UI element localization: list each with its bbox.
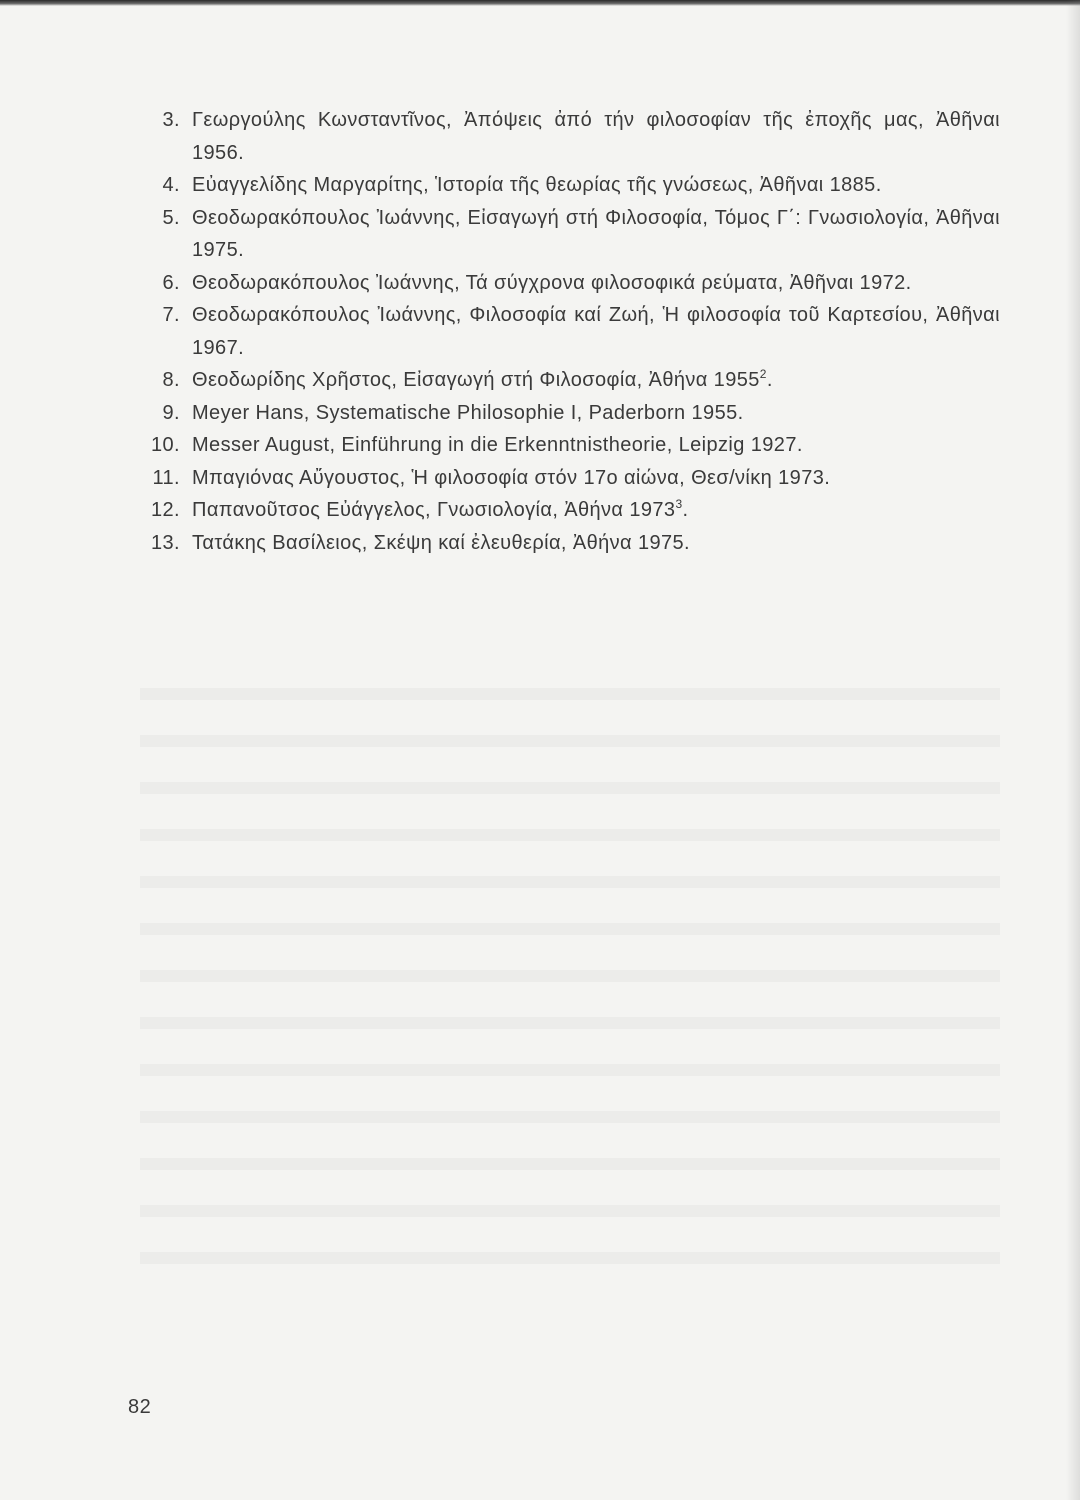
item-number: 3. — [162, 109, 180, 131]
item-text: Μπαγιόνας Αὔγουστος, Ἡ φιλοσοφία στόν 17ο αἰώνα, Θεσ/νίκη 1973. — [192, 466, 831, 489]
scan-right-edge — [1066, 0, 1080, 1500]
bibliography-item — [140, 267, 1000, 300]
item-text: Γεωργούλης Κωνσταντῖνος, Ἀπόψεις ἀπό τήν φιλοσοφίαν τῆς ἐποχῆς μας, Ἀθῆναι 1956. — [192, 109, 1000, 164]
edition-superscript: 2 — [759, 367, 767, 381]
item-text-suffix: . — [682, 499, 689, 521]
item-number: 7. — [162, 304, 180, 326]
item-number: 12. — [150, 499, 180, 521]
item-number: 8. — [162, 369, 180, 391]
bibliography-item — [140, 169, 1000, 202]
bibliography-list — [140, 104, 1000, 559]
item-text: Meyer Hans, Systematische Philosophie I, Paderborn 1955. — [192, 401, 744, 424]
item-text-main: Θεοδωρίδης Χρῆστος, Εἰσαγωγή στή Φιλοσοφία, Ἀθήνα 1955 — [192, 369, 760, 391]
item-number: 4. — [162, 174, 180, 196]
item-text: Τατάκης Βασίλειος, Σκέψη καί ἐλευθερία, Ἀθήνα 1975. — [192, 531, 690, 554]
bibliography-item — [140, 462, 1000, 495]
item-text: Εὐαγγελίδης Μαργαρίτης, Ἱστορία τῆς θεωρίας τῆς γνώσεως, Ἀθῆναι 1885. — [192, 174, 882, 196]
bibliography-item — [140, 364, 1000, 397]
item-number: 10. — [150, 434, 180, 456]
item-number: 13. — [150, 531, 180, 554]
bibliography-item — [140, 494, 1000, 527]
item-text — [192, 499, 689, 521]
item-text: Θεοδωρακόπουλος Ἰωάννης, Φιλοσοφία καί Ζωή, Ἡ φιλοσοφία τοῦ Καρτεσίου, Ἀθῆναι 1967. — [192, 304, 1000, 359]
item-number: 11. — [152, 466, 180, 489]
bibliography-item — [140, 299, 1000, 364]
item-text — [192, 369, 773, 391]
item-text: Θεοδωρακόπουλος Ἰωάννης, Τά σύγχρονα φιλοσοφικά ρεύματα, Ἀθῆναι 1972. — [192, 271, 912, 294]
edition-superscript: 3 — [675, 497, 683, 511]
bibliography-item — [140, 104, 1000, 169]
item-number: 9. — [162, 401, 180, 424]
bibliography-item — [140, 527, 1000, 560]
item-text-suffix: . — [766, 369, 773, 391]
bibliography-item — [140, 202, 1000, 267]
item-text: Messer August, Einführung in die Erkenntnistheorie, Leipzig 1927. — [192, 434, 803, 456]
item-number: 6. — [162, 271, 180, 294]
item-text-main: Παπανοῦτσος Εὐάγγελος, Γνωσιολογία, Ἀθήνα 1973 — [192, 499, 676, 521]
scan-top-edge — [0, 0, 1080, 6]
item-text: Θεοδωρακόπουλος Ἰωάννης, Εἰσαγωγή στή Φιλοσοφία, Τόμος Γ΄: Γνωσιολογία, Ἀθῆναι 1975. — [192, 206, 1000, 261]
bibliography-item — [140, 397, 1000, 430]
page-number: 82 — [128, 1396, 152, 1418]
bibliography-item — [140, 429, 1000, 462]
show-through-text — [140, 660, 1000, 1280]
item-number: 5. — [162, 206, 180, 229]
